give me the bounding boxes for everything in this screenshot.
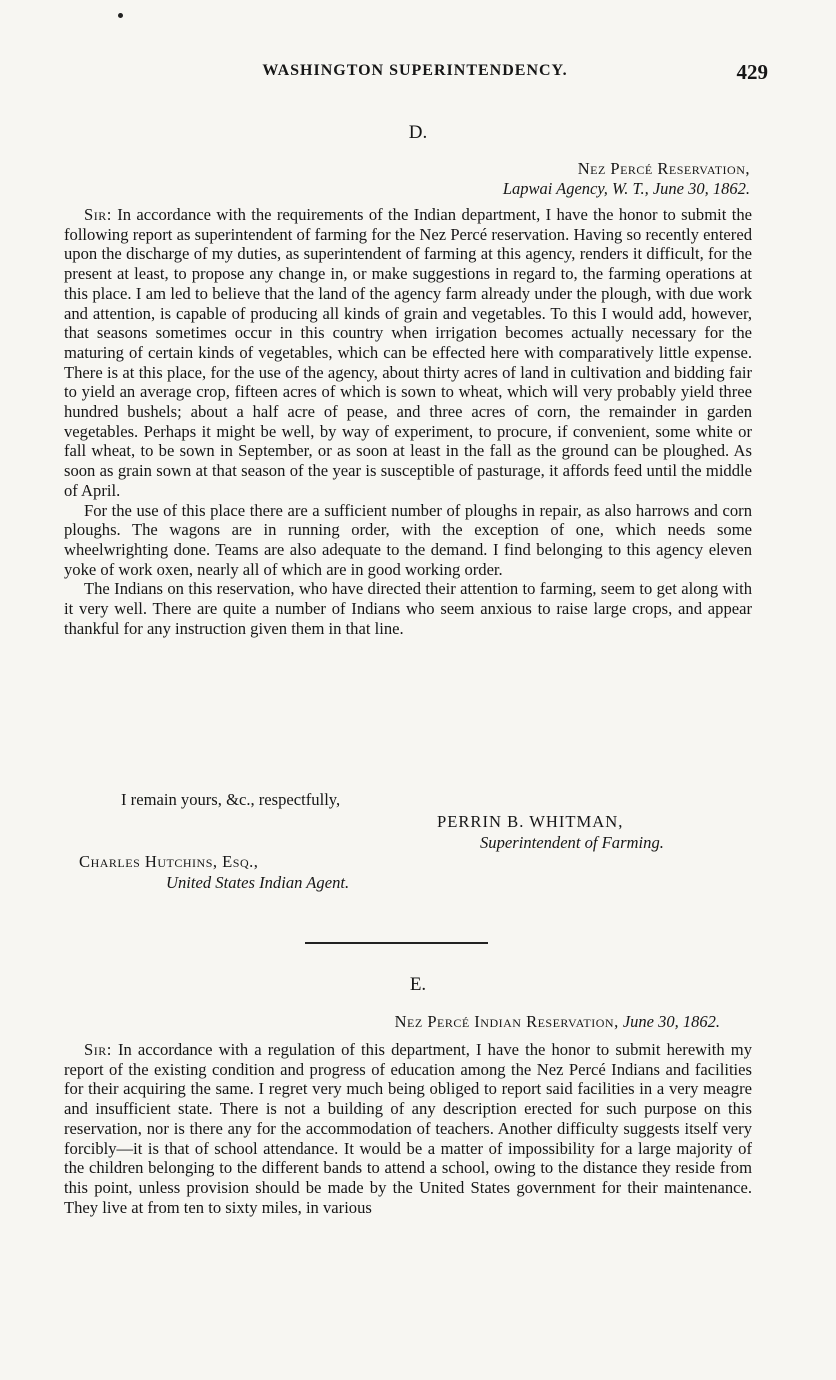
letter-e-dateline: [395, 1012, 720, 1032]
letter-e-salutation: Sir:: [84, 1040, 112, 1059]
letter-d-mark: D.: [408, 122, 428, 143]
section-divider: [305, 942, 488, 944]
letter-e-mark: E.: [409, 974, 427, 995]
letter-d-body: [64, 205, 752, 638]
letter-e-body: [64, 1040, 752, 1217]
letter-d-dateline: Lapwai Agency, W. T., June 30, 1862.: [502, 179, 750, 198]
ink-speck: [118, 13, 123, 18]
page-number: 429: [736, 60, 768, 84]
running-head: WASHINGTON SUPERINTENDENCY.: [262, 62, 568, 79]
letter-d-paragraph: [64, 205, 752, 501]
letter-d-addressee-name: Charles Hutchins, Esq.,: [79, 852, 259, 871]
letter-e-paragraph-1-text: In accordance with a regulation of this department, I have the honor to submit herewith my report of the existing condition and progress of education among the Nez Percé Indians and facilities for their acquiring the same. I regret very much being obliged to report said facilities in a very meagre and insufficient state. There is not a building of any description erected for such purpose on this reservation, nor is there any for the accommodation of teachers. Another difficulty suggests itself very forcibly—it is that of school attendance. It would be a matter of impossibility for a large majority of the children belonging to the different bands to attend a school, owing to the distance they reside from this point, unless provision should be made by the United States government for their maintenance. They live at from ten to sixty miles, in various: [64, 1040, 753, 1217]
letter-d-closing: I remain yours, &c., respectfully,: [121, 790, 341, 809]
letter-d-paragraph: The Indians on this reservation, who have directed their attention to farming, seem to get along with it very well. There are quite a number of Indians who seem anxious to raise large crops, and appear thankful for any instruction given them in that line.: [64, 579, 752, 638]
letter-d-addressee-title: United States Indian Agent.: [166, 873, 350, 892]
letter-e-paragraph: [64, 1040, 752, 1217]
letter-e-date: June 30, 1862.: [622, 1012, 720, 1031]
letter-e-place: Nez Percé Indian Reservation,: [394, 1012, 619, 1031]
letter-d-paragraph-1-text: In accordance with the requirements of the Indian department, I have the honor to submit the following report as superintendent of farming for the Nez Percé reservation. Having so recently entered upon the discharge of my duties, as superintendent of farming at this agency, renders it difficult, for the present at least, to propose any change in, or make suggestions in regard to, the farming operations at this place. I am led to believe that the land of the agency farm already under the plough, with due work and attention, is capable of producing all kinds of grain and vegetables. To this I would add, however, that seasons sometimes occur in this country when irrigation becomes actually necessary for the maturing of certain kinds of vegetables, which can be effected here with comparatively little expense. There is at this place, for the use of the agency, about thirty acres of land in cultivation and bidding fair to yield an average crop, fifteen acres of which is sown to wheat, which will very probably yield three hundred bushels; about a half acre of pease, and three acres of corn, the remainder in garden vegetables. Perhaps it might be well, by way of experiment, to procure, if convenient, some white or fall wheat, to be sown in September, or as soon at least in the fall as the ground can be ploughed. As soon as grain sown at that season of the year is susceptible of pasturage, it affords feed until the middle of April.: [64, 205, 752, 500]
letter-d-place: Nez Percé Reservation,: [577, 159, 750, 178]
page-header: [62, 60, 768, 88]
letter-d-salutation: Sir:: [84, 205, 112, 224]
letter-d-signer-name: PERRIN B. WHITMAN,: [437, 812, 624, 831]
letter-d-signer-title: Superintendent of Farming.: [480, 833, 664, 852]
letter-d-paragraph: For the use of this place there are a sufficient number of ploughs in repair, as also harrows and corn ploughs. The wagons are in running order, with the exception of one, which needs some wheelwrighting done. Teams are also adequate to the demand. I find belonging to this agency eleven yoke of work oxen, nearly all of which are in good working order.: [64, 500, 752, 579]
